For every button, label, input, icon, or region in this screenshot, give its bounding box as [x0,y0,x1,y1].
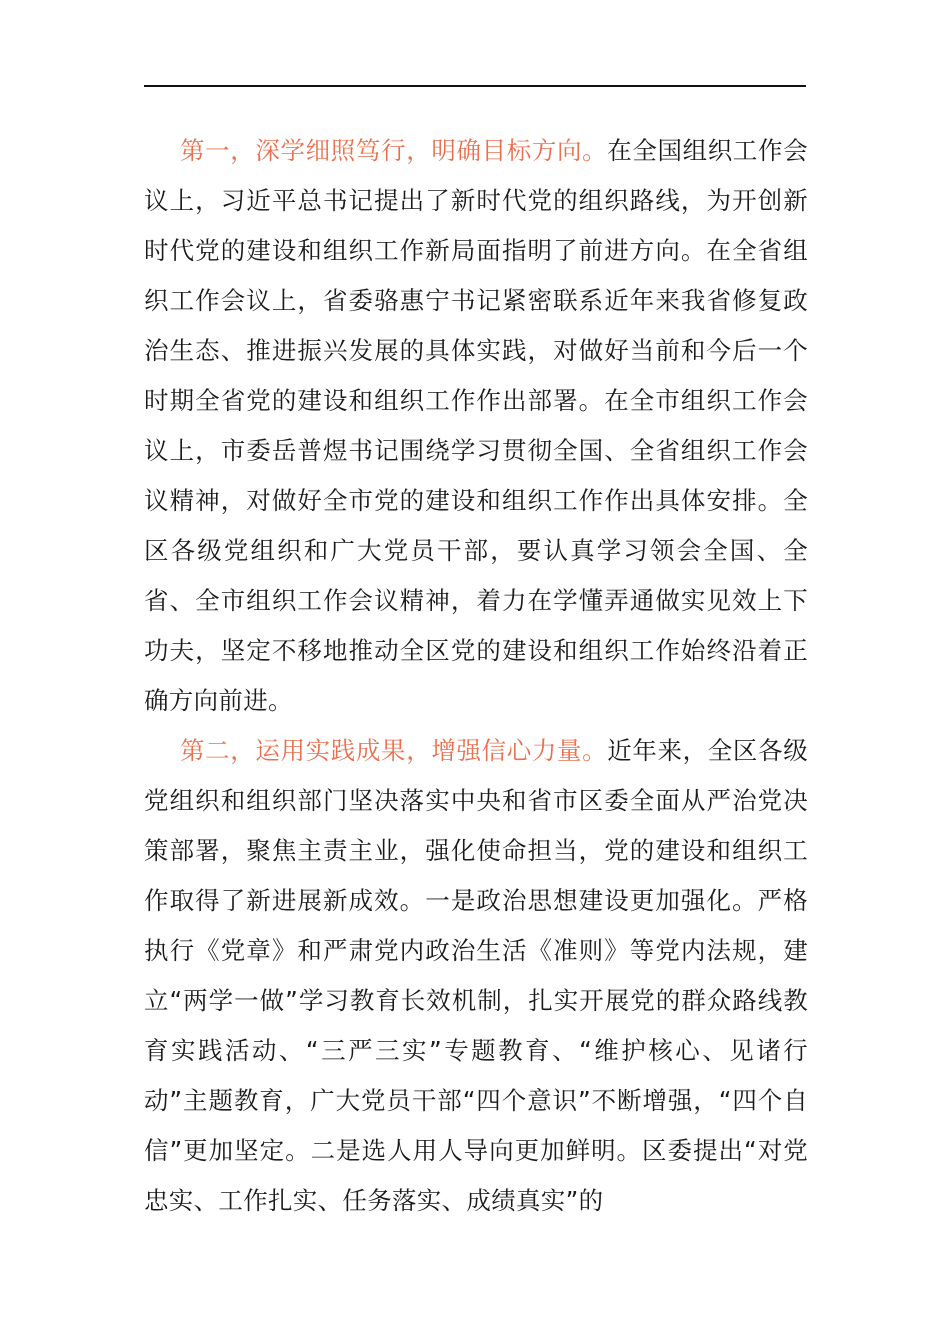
paragraph-text: 在全国组织工作会议上，习近平总书记提出了新时代党的组织路线，为开创新时代党的建设和组织工作新局面指明了前进方向。在全省组织工作会议上，省委骆惠宁书记紧密联系近年来我省修复政治生态、推进振兴发展的具体实践，对做好当前和今后一个时期全省党的建设和组织工作作出部署。在全市组织工作会议上，市委岳普煜书记围绕学习贯彻全国、全省组织工作会议精神，对做好全市党的建设和组织工作作出具体安排。全区各级党组织和广大党员干部，要认真学习领会全国、全省、全市组织工作会议精神，着力在学懂弄通做实见效上下功夫，坚定不移地推动全区党的建设和组织工作始终沿着正确方向前进。 [144,136,808,715]
paragraph-first [144,126,808,726]
document-body [144,126,808,1226]
paragraph-heading: 第二，运用实践成果，增强信心力量。 [180,736,608,765]
paragraph-second [144,726,808,1226]
paragraph-heading: 第一，深学细照笃行，明确目标方向。 [180,136,608,165]
paragraph-text: 近年来，全区各级党组织和组织部门坚决落实中央和省市区委全面从严治党决策部署，聚焦主责主业，强化使命担当，党的建设和组织工作取得了新进展新成效。一是政治思想建设更加强化。严格执行《党章》和严肃党内政治生活《准则》等党内法规，建立“两学一做”学习教育长效机制，扎实开展党的群众路线教育实践活动、“三严三实”专题教育、“维护核心、见诸行动”主题教育，广大党员干部“四个意识”不断增强，“四个自信”更加坚定。二是选人用人导向更加鲜明。区委提出“对党忠实、工作扎实、任务落实、成绩真实”的 [144,736,808,1215]
header-rule [144,85,806,87]
